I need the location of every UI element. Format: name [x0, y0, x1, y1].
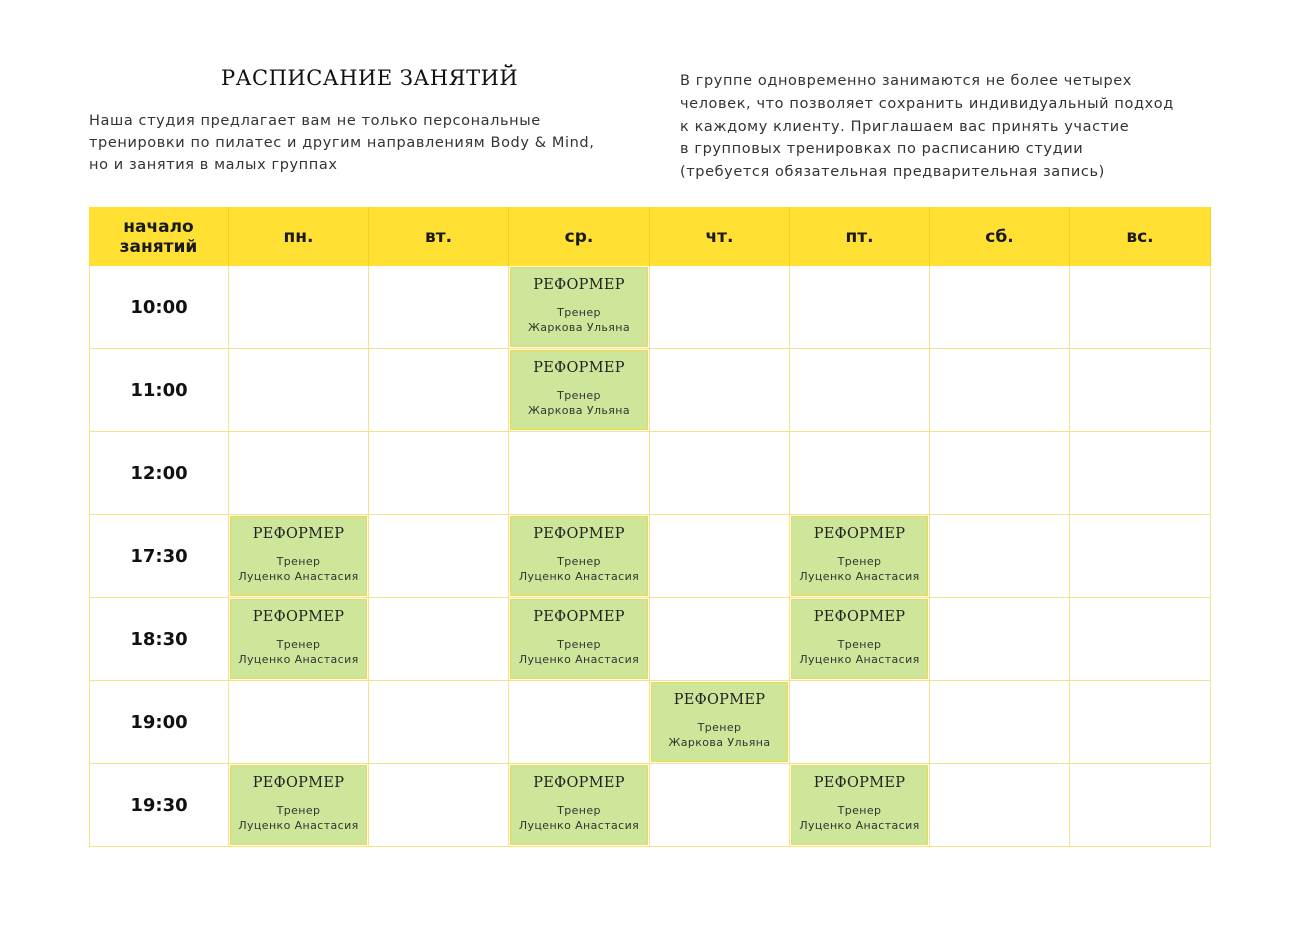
class-card[interactable]	[230, 516, 367, 596]
schedule-cell	[650, 681, 790, 764]
class-name: РЕФОРМЕР	[533, 609, 625, 625]
class-card[interactable]	[791, 765, 928, 845]
schedule-cell	[790, 349, 930, 432]
intro-text-left: Наша студия предлагает вам не только персональные тренировки по пилатес и другим направлениям Body & Mind, но и занятия в малых группах	[89, 113, 595, 173]
schedule-cell	[1070, 266, 1211, 349]
schedule-cell	[369, 432, 509, 515]
schedule-cell	[790, 764, 930, 847]
schedule-cell	[650, 266, 790, 349]
class-name: РЕФОРМЕР	[813, 775, 906, 791]
schedule-cell	[1070, 432, 1211, 515]
schedule-cell	[930, 515, 1070, 598]
time-slot: 19:30	[89, 764, 229, 847]
time-slot: 12:00	[89, 432, 229, 515]
schedule-cell	[509, 681, 650, 764]
class-card[interactable]	[791, 516, 928, 596]
schedule-cell	[930, 764, 1070, 847]
day-header-6: сб.	[930, 207, 1070, 266]
trainer-label: Тренер	[557, 804, 601, 817]
schedule-cell	[1070, 764, 1211, 847]
class-card[interactable]	[510, 267, 648, 347]
trainer-name: Луценко Анастасия	[238, 819, 359, 832]
schedule-cell	[509, 432, 650, 515]
class-name: РЕФОРМЕР	[252, 775, 345, 791]
trainer-label: Тренер	[837, 638, 882, 651]
time-slot: 18:30	[89, 598, 229, 681]
trainer-label: Тренер	[276, 638, 321, 651]
schedule-cell	[229, 681, 369, 764]
day-header-3: ср.	[509, 207, 650, 266]
trainer-name: Жаркова Ульяна	[668, 736, 771, 749]
trainer-label: Тренер	[557, 638, 601, 651]
class-name: РЕФОРМЕР	[533, 775, 625, 791]
time-slot: 10:00	[89, 266, 229, 349]
schedule-cell	[930, 266, 1070, 349]
trainer-name: Луценко Анастасия	[799, 653, 920, 666]
schedule-cell	[229, 432, 369, 515]
trainer-name: Луценко Анастасия	[518, 570, 640, 583]
schedule-cell	[1070, 681, 1211, 764]
class-card[interactable]	[510, 350, 648, 430]
time-column-header	[89, 207, 229, 266]
trainer-name: Луценко Анастасия	[238, 570, 359, 583]
schedule-cell	[930, 349, 1070, 432]
schedule-cell	[650, 515, 790, 598]
trainer-label: Тренер	[276, 804, 321, 817]
schedule-cell	[229, 266, 369, 349]
schedule-cell	[1070, 598, 1211, 681]
schedule-cell	[790, 681, 930, 764]
class-card[interactable]	[791, 599, 928, 679]
schedule-cell	[229, 598, 369, 681]
trainer-name: Луценко Анастасия	[799, 570, 920, 583]
trainer-label: Тренер	[837, 804, 882, 817]
intro-text-right: В группе одновременно занимаются не более четырех человек, что позволяет сохранить индивидуальный подход к каждому клиенту. Приглашаем вас принять участие в групповых тренировках по расписанию студии (требуется обязательная предварительная запись)	[680, 73, 1174, 181]
schedule-cell	[369, 515, 509, 598]
trainer-name: Жаркова Ульяна	[527, 321, 631, 334]
trainer-name: Жаркова Ульяна	[527, 404, 631, 417]
class-card[interactable]	[510, 765, 648, 845]
schedule-cell	[369, 764, 509, 847]
class-card[interactable]	[230, 765, 367, 845]
schedule-cell	[650, 432, 790, 515]
schedule-cell	[930, 681, 1070, 764]
time-slot: 11:00	[89, 349, 229, 432]
schedule-cell	[509, 349, 650, 432]
day-header-4: чт.	[650, 207, 790, 266]
trainer-name: Луценко Анастасия	[238, 653, 359, 666]
day-header-7: вс.	[1070, 207, 1211, 266]
schedule-cell	[930, 432, 1070, 515]
trainer-label: Тренер	[557, 306, 601, 319]
schedule-cell	[1070, 349, 1211, 432]
class-card[interactable]	[510, 599, 648, 679]
schedule-cell	[369, 681, 509, 764]
class-card[interactable]	[230, 599, 367, 679]
schedule-cell	[650, 764, 790, 847]
day-header-5: пт.	[790, 207, 930, 266]
class-name: РЕФОРМЕР	[533, 277, 625, 293]
class-name: РЕФОРМЕР	[252, 526, 345, 542]
schedule-cell	[1070, 515, 1211, 598]
class-card[interactable]	[510, 516, 648, 596]
schedule-cell	[790, 432, 930, 515]
page-title: РАСПИСАНИЕ ЗАНЯТИЙ	[221, 66, 519, 90]
schedule-cell	[509, 266, 650, 349]
trainer-label: Тренер	[276, 555, 321, 568]
schedule-cell	[229, 764, 369, 847]
class-name: РЕФОРМЕР	[673, 692, 766, 708]
time-column-header-label: начало занятий	[119, 216, 198, 257]
schedule-cell	[790, 598, 930, 681]
class-name: РЕФОРМЕР	[252, 609, 345, 625]
trainer-name: Луценко Анастасия	[799, 819, 920, 832]
schedule-cell	[509, 515, 650, 598]
day-header-1: пн.	[229, 207, 369, 266]
day-header-2: вт.	[369, 207, 509, 266]
trainer-label: Тренер	[557, 389, 601, 402]
schedule-cell	[930, 598, 1070, 681]
schedule-cell	[369, 598, 509, 681]
schedule-cell	[790, 515, 930, 598]
schedule-cell	[790, 266, 930, 349]
class-name: РЕФОРМЕР	[813, 609, 906, 625]
trainer-name: Луценко Анастасия	[518, 819, 640, 832]
class-name: РЕФОРМЕР	[533, 526, 625, 542]
trainer-name: Луценко Анастасия	[518, 653, 640, 666]
schedule-table	[89, 207, 1211, 847]
trainer-label: Тренер	[837, 555, 882, 568]
schedule-cell	[509, 764, 650, 847]
schedule-cell	[369, 349, 509, 432]
class-name: РЕФОРМЕР	[813, 526, 906, 542]
schedule-cell	[650, 349, 790, 432]
time-slot: 17:30	[89, 515, 229, 598]
schedule-cell	[509, 598, 650, 681]
class-name: РЕФОРМЕР	[533, 360, 625, 376]
class-card[interactable]	[651, 682, 788, 762]
trainer-label: Тренер	[557, 555, 601, 568]
trainer-label: Тренер	[697, 721, 742, 734]
schedule-cell	[229, 515, 369, 598]
schedule-cell	[650, 598, 790, 681]
time-slot: 19:00	[89, 681, 229, 764]
schedule-cell	[229, 349, 369, 432]
schedule-cell	[369, 266, 509, 349]
